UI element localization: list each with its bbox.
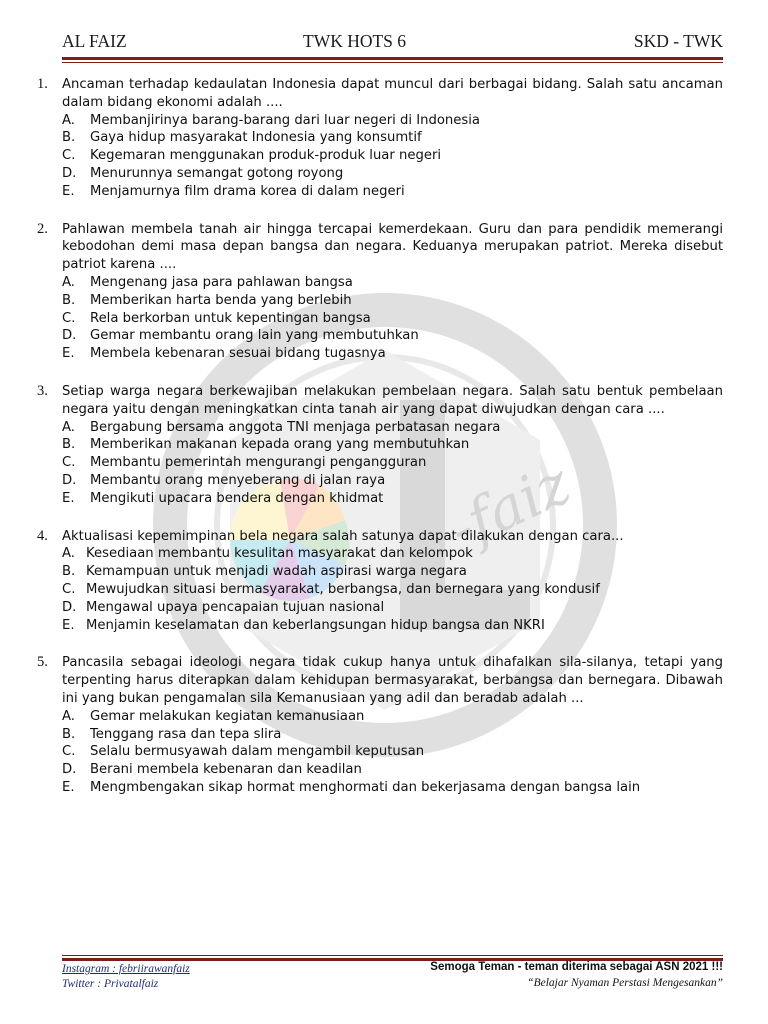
option-text: Membanjirinya barang-barang dari luar negeri di Indonesia [90,112,480,128]
option-b [62,129,723,147]
header-right: SKD - TWK [633,31,723,51]
option-text: Bergabung bersama anggota TNI menjaga perbatasan negara [90,419,501,435]
option-text: Gemar membantu orang lain yang membutuhkan [90,328,419,344]
option-d [62,599,723,617]
option-c [62,454,723,472]
option-text: Mengenang jasa para pahlawan bangsa [90,274,353,290]
option-text: Menjamurnya film drama korea di dalam negeri [90,183,405,199]
option-a [62,545,723,563]
option-letter: D. [62,165,77,181]
option-letter: B. [62,726,76,742]
option-text: Gemar melakukan kegiatan kemanusiaan [90,708,365,724]
option-text: Mengawal upaya pencapaian tujuan nasional [86,599,385,615]
footer-message: Semoga Teman - teman diterima sebagai ASN 2021 !!! [430,961,723,973]
header-center: TWK HOTS 6 [303,31,407,51]
option-text: Membantu orang menyeberang di jalan raya [90,472,386,488]
option-d [62,327,723,345]
option-text: Kemampuan untuk menjadi wadah aspirasi warga negara [86,564,467,580]
question-text: Ancaman terhadap kedaulatan Indonesia dapat muncul dari berbagai bidang. Salah satu ancaman dalam bidang ekonomi adalah .... [62,77,723,110]
option-text: Mewujudkan situasi bermasyarakat, berbangsa, dan bernegara yang kondusif [86,581,600,597]
header-left: AL FAIZ [62,31,127,51]
option-text: Memberikan harta benda yang berlebih [90,292,352,308]
footer-motto: “Belajar Nyaman Perstasi Mengesankan” [527,977,723,989]
question-number: 5. [37,654,48,671]
instagram-link[interactable]: Instagram : febriirawanfaiz [62,963,190,975]
option-text: Rela berkorban untuk kepentingan bangsa [90,310,371,326]
option-letter: C. [62,148,76,164]
question-number: 2. [37,220,48,237]
option-b [62,436,723,454]
question-2 [37,221,723,363]
option-letter: C. [62,581,76,597]
option-letter: C. [62,744,76,760]
option-letter: B. [62,130,76,146]
option-a [62,708,723,726]
option-letter: D. [62,599,77,615]
option-b [62,563,723,581]
question-4 [37,528,723,635]
option-text: Membela kebenaran sesuai bidang tugasnya [90,346,386,362]
option-e [62,183,723,201]
option-b [62,726,723,744]
option-letter: E. [62,346,75,362]
question-text: Pancasila sebagai ideologi negara tidak cukup hanya untuk dihafalkan sila-silanya, tetapi yang terpenting harus diterapkan dalam kehidupan bermasyarakat, berbangsa dan bernegara. Dibawah ini yang bukan pengamalan sila Kemanusiaan yang adil dan beradab adalah ... [62,655,723,706]
option-text: Menjamin keselamatan dan keberlangsungan hidup bangsa dan NKRI [86,617,545,633]
option-c [62,147,723,165]
option-d [62,761,723,779]
option-e [62,617,723,635]
option-e [62,345,723,363]
option-b [62,292,723,310]
option-a [62,112,723,130]
option-letter: D. [62,328,77,344]
question-3 [37,383,723,508]
option-letter: D. [62,762,77,778]
question-text: Aktualisasi kepemimpinan bela negara salah satunya dapat dilakukan dengan cara... [62,528,624,544]
option-letter: A. [62,274,75,290]
option-letter: C. [62,455,76,471]
question-5 [37,654,723,796]
option-letter: E. [62,183,75,199]
option-text: Berani membela kebenaran dan keadilan [90,762,362,778]
option-e [62,490,723,508]
question-number: 1. [37,76,48,92]
option-letter: E. [62,490,75,506]
option-letter: A. [62,112,75,128]
option-text: Tenggang rasa dan tepa slira [90,726,282,742]
option-text: Kesediaan membantu kesulitan masyarakat dan kelompok [86,546,473,562]
twitter-handle: Twitter : Privatalfaiz [62,978,159,990]
footer-rule-thin [62,955,723,956]
option-text: Gaya hidup masyarakat Indonesia yang konsumtif [90,130,422,146]
option-letter: A. [62,419,75,435]
option-text: Menurunnya semangat gotong royong [90,165,344,181]
option-letter: B. [62,437,76,453]
question-number: 4. [37,527,48,544]
option-letter: C. [62,310,76,326]
option-text: Membantu pemerintah mengurangi pengangguran [90,455,427,471]
option-a [62,274,723,292]
option-letter: D. [62,472,77,488]
option-d [62,165,723,183]
page-header [62,31,723,53]
question-text: Pahlawan membela tanah air hingga tercapai kemerdekaan. Guru dan para pendidik memerangi kebodohan demi masa depan bangsa dan negara. Keduanya merupakan patriot. Mereka disebut patriot karena .... [62,221,723,273]
option-a [62,419,723,437]
option-letter: A. [62,546,75,562]
option-letter: B. [62,564,76,580]
header-rule [62,57,723,60]
option-text: Kegemaran menggunakan produk-produk luar negeri [90,148,442,164]
option-letter: E. [62,779,75,795]
option-text: Mengikuti upacara bendera dengan khidmat [90,490,384,506]
option-letter: A. [62,708,75,724]
option-text: Memberikan makanan kepada orang yang membutuhkan [90,437,470,453]
watermark-text: -faiz [438,449,581,564]
option-text: Mengmbengakan sikap hormat menghormati dan bekerjasama dengan bangsa lain [90,779,641,795]
option-d [62,472,723,490]
question-number: 3. [37,382,48,399]
option-letter: E. [62,617,75,633]
option-e [62,779,723,797]
option-letter: B. [62,292,76,308]
option-c [62,310,723,328]
question-list [37,76,723,817]
option-text: Selalu bermusyawah dalam mengambil keputusan [90,744,425,760]
question-text: Setiap warga negara berkewajiban melakukan pembelaan negara. Salah satu bentuk pembelaan negara yaitu dengan meningkatkan cinta tanah air yang dapat diwujudkan dengan cara .... [62,383,723,417]
header-rule-thin [62,62,723,63]
option-c [62,581,723,599]
option-c [62,743,723,761]
question-1 [37,76,723,201]
footer-social [62,962,190,992]
